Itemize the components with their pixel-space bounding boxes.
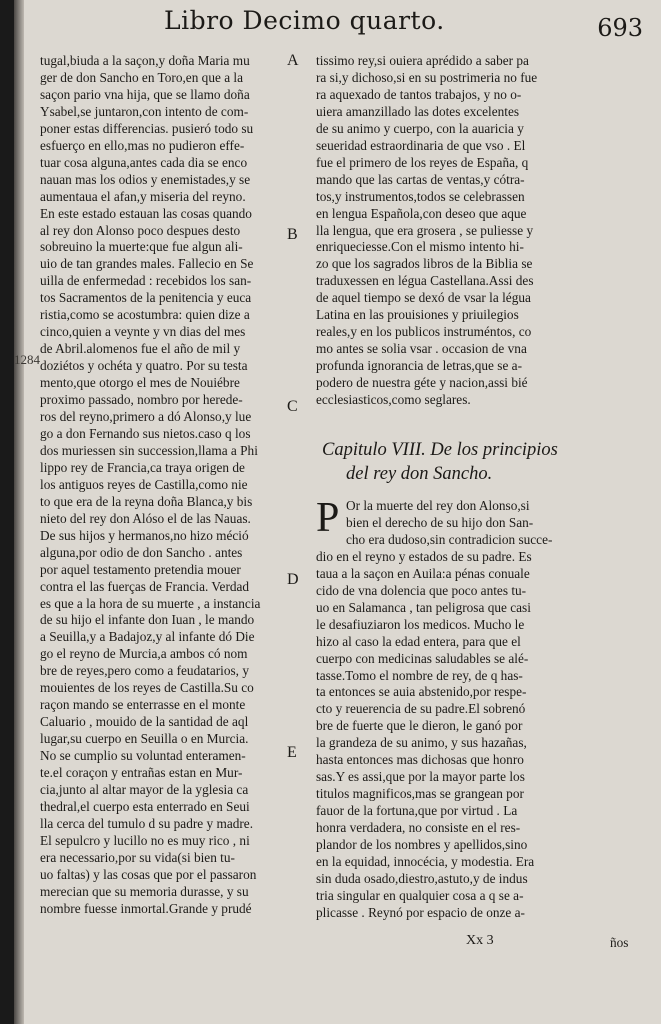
chapter-heading-line-2: del rey don Sancho. [346, 464, 493, 484]
text-line: titulos magnificos,mas se grangean por [316, 786, 524, 802]
text-line: En este estado estauan las cosas quando [40, 205, 252, 221]
text-line: contra el las fuerças de Francia. Verdad [40, 578, 250, 594]
text-line: Latina en las prouisiones y priuilegios [316, 307, 519, 323]
text-line: nombre fuesse inmortal.Grande y prudé [40, 900, 252, 916]
text-line: to que era de la reyna doña Blanca,y bis [40, 493, 253, 509]
marginal-letter-c: C [287, 398, 298, 415]
text-line: taua a la saçon en Auila:a pénas conuale [316, 565, 530, 581]
text-line: nieto del rey don Alóso el de las Nauas. [40, 510, 251, 526]
text-line: ta entonces se auia abstenido,por respe- [316, 684, 527, 700]
text-line: De sus hijos y hermanos,no hizo méció [40, 527, 249, 543]
text-line: lla lengua, que era grosera , se puliesse y [316, 222, 534, 238]
text-line: Or la muerte del rey don Alonso,si [346, 498, 530, 513]
marginal-letter-b: B [287, 226, 298, 243]
text-line: mo antes se solia vsar . occasion de vna [316, 341, 527, 357]
text-line: esfuerço en ello,mas no pudieron effe- [40, 137, 245, 153]
text-line: podero de nuestra géte y nacion,assi bié [316, 375, 528, 391]
text-line: te.el coraçon y entrañas estan en Mur- [40, 765, 243, 781]
text-line: merecian que su memoria durasse, y su [40, 883, 249, 899]
text-line: es que a la hora de su muerte , a instancia [40, 595, 261, 611]
text-line: cho era dudoso,sin contradicion succe- [346, 531, 553, 547]
text-line: No se cumplio su voluntad enteramen- [40, 748, 246, 764]
text-line: nauan mas los odios y enemistades,y se [40, 171, 251, 187]
text-line: tria singular en qualquier cosa a q se a- [316, 887, 524, 903]
text-line: cia,junto al altar mayor de la yglesia ca [40, 781, 249, 797]
signature-mark: Xx 3 [466, 933, 494, 948]
text-line: enriqueciesse.Con el mismo intento hi- [316, 239, 524, 255]
text-line: raçon mando se enterrasse en el monte [40, 697, 246, 713]
text-line: mouientes de los reyes de Castilla.Su co [40, 680, 254, 696]
running-head: Libro Decimo quarto. [164, 6, 445, 35]
text-line: tissimo rey,si ouiera aprédido a saber pa [316, 53, 529, 68]
text-line: go a don Fernando sus nietos.caso q los [40, 425, 251, 441]
text-line: Ysabel,se juntaron,con intento de com- [40, 103, 249, 119]
text-line: uilla de enfermedad : recebidos los san- [40, 273, 252, 289]
text-line: hasta entonces mas dichosas que honro [316, 752, 524, 768]
marginal-letter-d: D [287, 571, 299, 588]
text-line: traduxessen en légua Castellana.Assi des [316, 273, 534, 289]
text-line: por aquel testamento pretendia mouer [40, 561, 241, 577]
text-line: dio en el reyno y estados de su padre. Es [316, 548, 532, 564]
text-line: zo que los sagrados libros de la Biblia se [316, 256, 533, 272]
catchword: ños [610, 935, 629, 950]
text-line: proximo passado, nombro por herede- [40, 392, 243, 408]
text-line: fue el primero de los reyes de España, q [316, 154, 529, 170]
text-line: sobreuino la muerte:que fue algun ali- [40, 239, 243, 255]
marginal-letter-a: A [287, 52, 299, 69]
text-line: thedral,el cuerpo esta enterrado en Seui [40, 798, 250, 814]
text-line: en la equidad, innocécia, y modestia. Era [316, 854, 535, 870]
text-line: mando que las cartas de ventas,y cótra- [316, 171, 525, 187]
text-line: era necessario,por su vida(si bien tu- [40, 849, 235, 865]
text-line: a Seuilla,y a Badajoz,y al infante dó Die [40, 629, 255, 645]
text-line: de su animo y cuerpo, con la auaricia y [316, 120, 524, 136]
text-line: plicasse . Reynó por espacio de onze a- [316, 904, 525, 920]
chapter-heading [322, 438, 656, 486]
left-text-column [40, 53, 296, 918]
text-line: lippo rey de Francia,ca traya origen de [40, 459, 245, 475]
text-line: ros del reyno,primero a dó Alonso,y lue [40, 409, 252, 425]
text-line: aumentaua el afan,y miseria del reyno. [40, 188, 246, 204]
text-line: cuerpo con medicinas saludables se alé- [316, 650, 529, 666]
folio-number: 693 [597, 14, 643, 42]
text-line: hizo al caso la edad entera, para que el [316, 633, 521, 649]
text-line: dos muriessen sin succession,llama a Phi [40, 442, 258, 458]
text-line: bre de reyes,pero como a feudatarios, y [40, 663, 249, 679]
text-line: El sepulcro y lucillo no es muy rico , ni [40, 832, 250, 848]
text-line: de su hijo el infante don Iuan , le mando [40, 612, 255, 628]
text-line: lugar,su cuerpo en Seuilla o en Murcia. [40, 731, 249, 747]
text-line: sin duda osado,diestro,astuto,y de indus [316, 870, 528, 886]
text-line: tasse.Tomo el nombre de rey, de q has- [316, 667, 523, 683]
book-page [14, 0, 661, 1024]
text-line: fauor de la fortuna,que por virtud . La [316, 803, 518, 819]
right-text-column-body [316, 495, 654, 922]
chapter-heading-line-1: Capitulo VIII. De los principios [322, 440, 558, 460]
text-line: ra si,y dichoso,si en su postrimeria no fue [316, 69, 538, 85]
text-line: alguna,por odio de don Sancho . antes [40, 544, 243, 560]
text-line: Caluario , mouido de la santidad de aql [40, 714, 249, 730]
text-line: cido de vna dolencia que poco antes tu- [316, 582, 527, 598]
text-line: ecclesiasticos,como seglares. [316, 392, 471, 408]
text-line: la grandeza de su animo, y sus hazañas, [316, 735, 527, 751]
text-line: tuar cosa alguna,antes cada dia se enco [40, 154, 248, 170]
text-line: en lengua Española,con deseo que aque [316, 205, 527, 221]
text-line: al rey don Alonso poco despues desto [40, 222, 241, 238]
text-line: sas.Y es assi,que por la mayor parte los [316, 769, 525, 785]
right-text-column-top [316, 53, 654, 409]
text-line: lla cerca del tumulo d su padre y madre. [40, 815, 254, 831]
text-line: seueridad estraordinaria de que vso . El [316, 137, 526, 153]
text-line: de Abril.alomenos fue el año de mil y [40, 341, 241, 357]
text-line: plandor de los nombres y apellidos,sino [316, 837, 528, 853]
text-line: ra aquexado de tantos trabajos, y no o- [316, 86, 522, 102]
text-line: tos,y instrumentos,todos se celebrassen [316, 188, 525, 204]
drop-capital: P [316, 495, 340, 541]
text-line: uo en Salamanca , tan peligrosa que casi [316, 599, 531, 615]
text-line: uio de tan grandes males. Fallecio en Se [40, 256, 254, 272]
text-line: honra verdadera, no consiste en el res- [316, 820, 521, 836]
text-line: go el reyno de Murcia,a ambos có nom [40, 646, 248, 662]
text-line: poner estas differencias. pusieró todo su [40, 120, 254, 136]
text-line: cinco,quien a veynte y vn dias del mes [40, 324, 246, 340]
page-gutter-shadow [14, 0, 24, 1024]
margin-year-note: 1284 [14, 352, 40, 367]
text-line: ristia,como se acostumbra: quien dize a [40, 307, 250, 323]
text-line: bre de fuerte que le dieron, le ganó por [316, 718, 523, 734]
text-line: reales,y en los publicos instruméntos, co [316, 324, 532, 340]
text-line: ger de don Sancho en Toro,en que a la [40, 69, 244, 85]
text-line: doziétos y ochéta y quatro. Por su testa [40, 358, 248, 374]
text-line: tugal,biuda a la saçon,y doña Maria mu [40, 53, 250, 68]
text-line: le desafiuziaron los medicos. Mucho le [316, 616, 525, 632]
text-line: de aquel tiempo se dexó de vsar la légua [316, 290, 531, 306]
text-line: saçon pario vna hija, que se llamo doña [40, 86, 250, 102]
text-line: cto y reuerencia de su padre.El sobrenó [316, 701, 526, 717]
text-line: profunda ignorancia de letras,que se a- [316, 358, 523, 374]
text-line: uo faltas) y las cosas que por el passaron [40, 866, 257, 882]
text-line: tos Sacramentos de la penitencia y euca [40, 290, 252, 306]
text-line: mento,que otorgo el mes de Nouiébre [40, 375, 240, 391]
text-line: los antiguos reyes de Castilla,como nie [40, 476, 248, 492]
text-line: bien el derecho de su hijo don San- [346, 514, 534, 530]
marginal-letter-e: E [287, 744, 297, 761]
text-line: uiera amanzillado las dotes excelentes [316, 103, 520, 119]
